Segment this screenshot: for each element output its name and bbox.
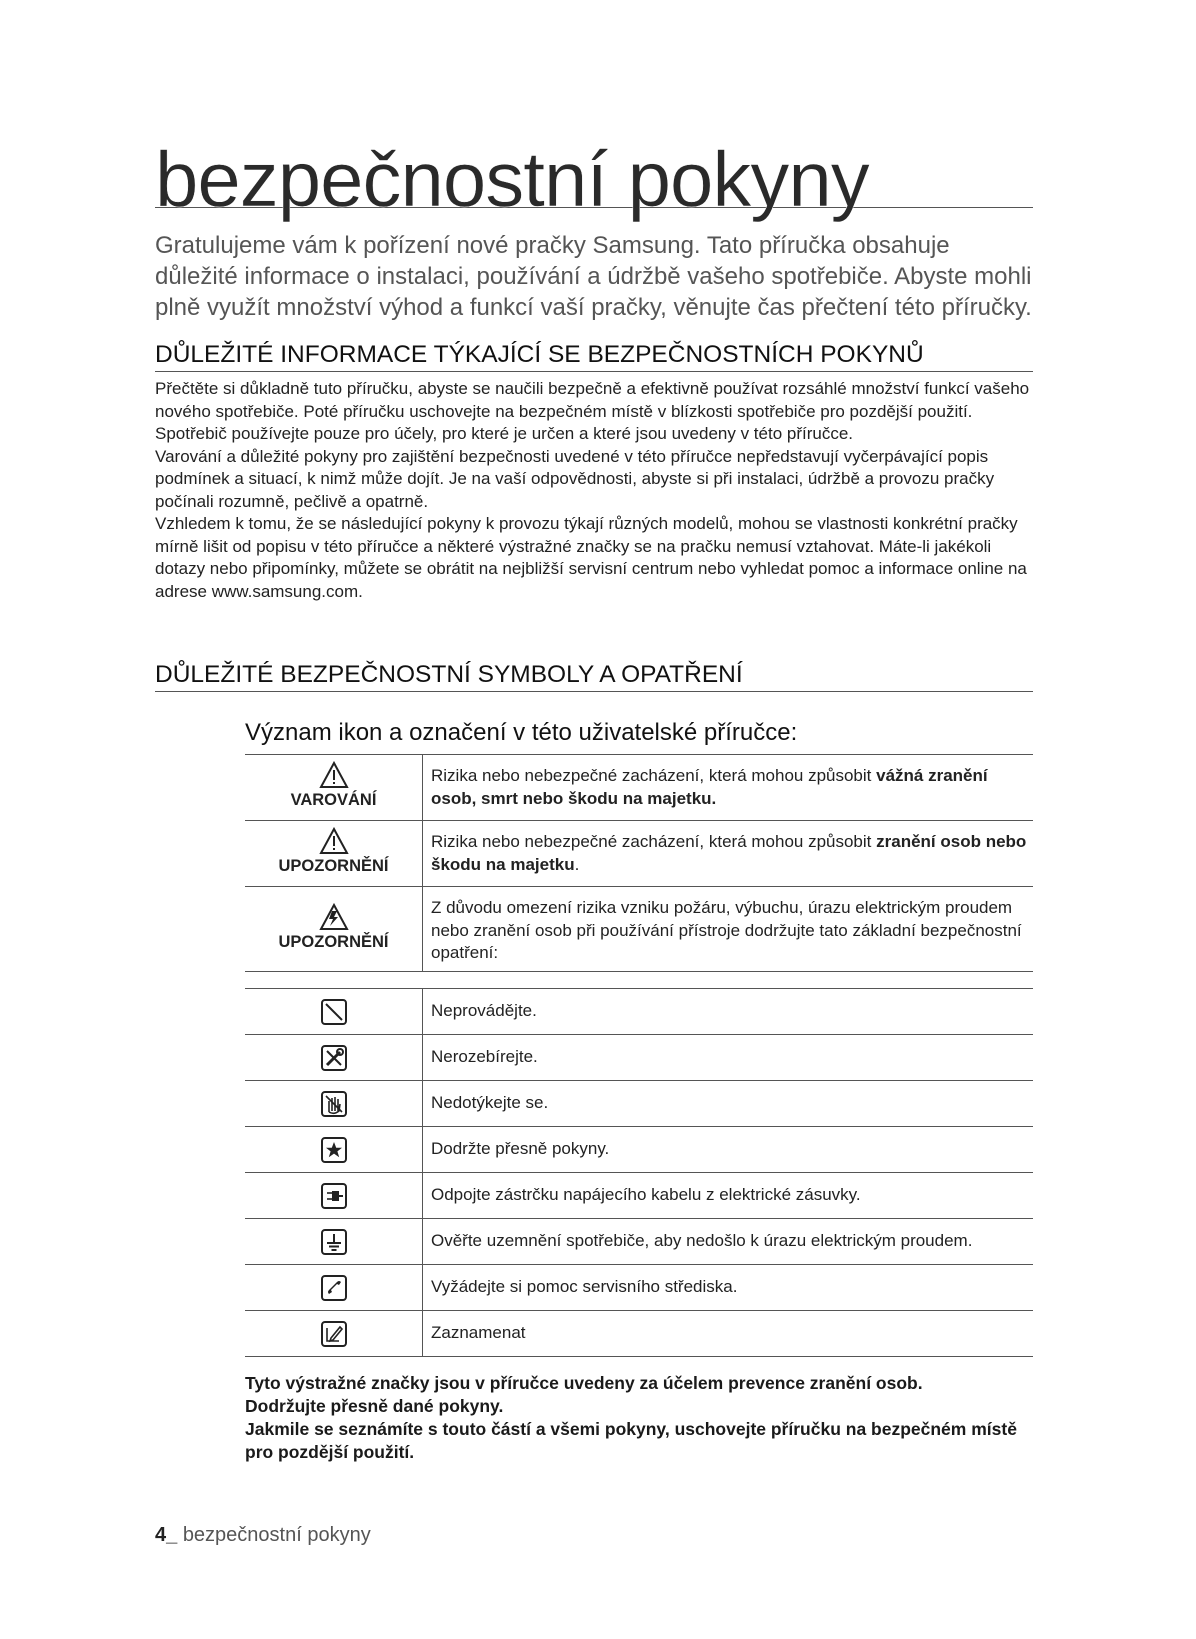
- warning-label: UPOZORNĚNÍ: [278, 857, 389, 876]
- table-row: [245, 1311, 1033, 1357]
- symbol-icon-cell: [245, 1127, 423, 1173]
- warning-triangle-icon: [319, 761, 349, 789]
- note-line: Jakmile se seznámíte s touto částí a všemi pokyny, uschovejte příručku na bezpečném místě pro pozdější použití.: [245, 1419, 1017, 1462]
- table-row: [245, 755, 1033, 821]
- phone-icon: [320, 1274, 348, 1302]
- symbol-table: [245, 988, 1033, 1357]
- footer-label: bezpečnostní pokyny: [182, 1524, 371, 1546]
- symbol-icon-cell: [245, 1035, 423, 1081]
- table-row: [245, 1035, 1033, 1081]
- symbol-description: Vyžádejte si pomoc servisního střediska.: [423, 1265, 1034, 1311]
- table-row: [245, 1265, 1033, 1311]
- symbol-description: Nerozebírejte.: [423, 1035, 1034, 1081]
- warning-icon-cell: [245, 755, 423, 821]
- page-title: bezpečnostní pokyny: [155, 140, 1033, 208]
- do-not-touch-icon: [320, 1090, 348, 1118]
- warning-triangle-icon: [319, 827, 349, 855]
- note-line: Dodržujte přesně dané pokyny.: [245, 1396, 504, 1416]
- warning-icon-cell: [245, 887, 423, 972]
- symbol-icon-cell: [245, 1173, 423, 1219]
- prohibited-icon: [320, 998, 348, 1026]
- warning-table: [245, 754, 1033, 972]
- symbol-icon-cell: [245, 1311, 423, 1357]
- ground-icon: [320, 1228, 348, 1256]
- table-row: [245, 887, 1033, 972]
- note-icon: [320, 1320, 348, 1348]
- closing-note: [245, 1372, 1035, 1464]
- warning-label: VAROVÁNÍ: [290, 791, 377, 810]
- warning-description: Z důvodu omezení rizika vzniku požáru, výbuchu, úrazu elektrickým proudem nebo zranění osob při používání přístroje dodržujte tato základní bezpečnostní opatření:: [423, 887, 1034, 972]
- table-row: [245, 1081, 1033, 1127]
- info-paragraph: Varování a důležité pokyny pro zajištění bezpečnosti uvedené v této příručce nepředstavují vyčerpávající popis podmínek a situací, k nimž může dojít. Je na vaší odpovědnosti, abyste si při instalaci, údržbě a provozu pračky počínali rozumně, pečlivě a opatrně.: [155, 446, 995, 511]
- unplug-icon: [320, 1182, 348, 1210]
- warning-description: Rizika nebo nebezpečné zacházení, která mohou způsobit vážná zranění osob, smrt nebo škodu na majetku.: [423, 755, 1034, 821]
- symbol-description: Neprovádějte.: [423, 989, 1034, 1035]
- note-line: Tyto výstražné značky jsou v příručce uvedeny za účelem prevence zranění osob.: [245, 1373, 923, 1393]
- symbol-description: Dodržte přesně pokyny.: [423, 1127, 1034, 1173]
- symbol-description: Ověřte uzemnění spotřebiče, aby nedošlo k úrazu elektrickým proudem.: [423, 1219, 1034, 1265]
- page-footer: [155, 1524, 371, 1547]
- section-heading-symbols: DŮLEŽITÉ BEZPEČNOSTNÍ SYMBOLY A OPATŘENÍ: [155, 660, 1033, 692]
- no-disassembly-icon: [320, 1044, 348, 1072]
- info-paragraph: Vzhledem k tomu, že se následující pokyny k provozu týkají různých modelů, mohou se vlastnosti konkrétní pračky mírně lišit od popisu v této příručce a některé výstražné značky se na pračku nemusí vztahovat. Máte-li jakékoli dotazy nebo připomínky, můžete se obrátit na nejbližší servisní centrum nebo vyhledat pomoc a informace online na adrese www.samsung.com.: [155, 514, 1027, 601]
- info-body: [155, 378, 1035, 603]
- symbol-description: Odpojte zástrčku napájecího kabelu z elektrické zásuvky.: [423, 1173, 1034, 1219]
- footer-separator: _: [166, 1524, 183, 1546]
- section-heading-info: DŮLEŽITÉ INFORMACE TÝKAJÍCÍ SE BEZPEČNOSTNÍCH POKYNŮ: [155, 340, 1033, 372]
- page-number: 4: [155, 1524, 167, 1546]
- warning-description: Rizika nebo nebezpečné zacházení, která mohou způsobit zranění osob nebo škodu na majetku.: [423, 821, 1034, 887]
- symbol-icon-cell: [245, 989, 423, 1035]
- star-icon: [320, 1136, 348, 1164]
- symbol-description: Nedotýkejte se.: [423, 1081, 1034, 1127]
- table-row: [245, 1219, 1033, 1265]
- table-row: [245, 1173, 1033, 1219]
- info-paragraph: Přečtěte si důkladně tuto příručku, abyste se naučili bezpečně a efektivně používat rozsáhlé množství funkcí vašeho nového spotřebiče. Poté příručku uschovejte na bezpečném místě v blízkosti spotřebiče pro pozdější použití. Spotřebič používejte pouze pro účely, pro které je určen a které jsou uvedeny v této příručce.: [155, 379, 1030, 443]
- warning-icon-cell: [245, 821, 423, 887]
- symbol-icon-cell: [245, 1219, 423, 1265]
- symbols-subheading: Význam ikon a označení v této uživatelské příručce:: [245, 719, 798, 746]
- intro-text: Gratulujeme vám k pořízení nové pračky Samsung. Tato příručka obsahuje důležité informace o instalaci, používání a údržbě vašeho spotřebiče. Abyste mohli plně využít množství výhod a funkcí vaší pračky, věnujte čas přečtení této příručky.: [155, 232, 1032, 321]
- table-row: [245, 821, 1033, 887]
- symbol-icon-cell: [245, 1081, 423, 1127]
- symbol-description: Zaznamenat: [423, 1311, 1034, 1357]
- electric-hazard-icon: [319, 903, 349, 931]
- table-row: [245, 1127, 1033, 1173]
- table-row: [245, 989, 1033, 1035]
- symbol-icon-cell: [245, 1265, 423, 1311]
- warning-label: UPOZORNĚNÍ: [278, 932, 389, 951]
